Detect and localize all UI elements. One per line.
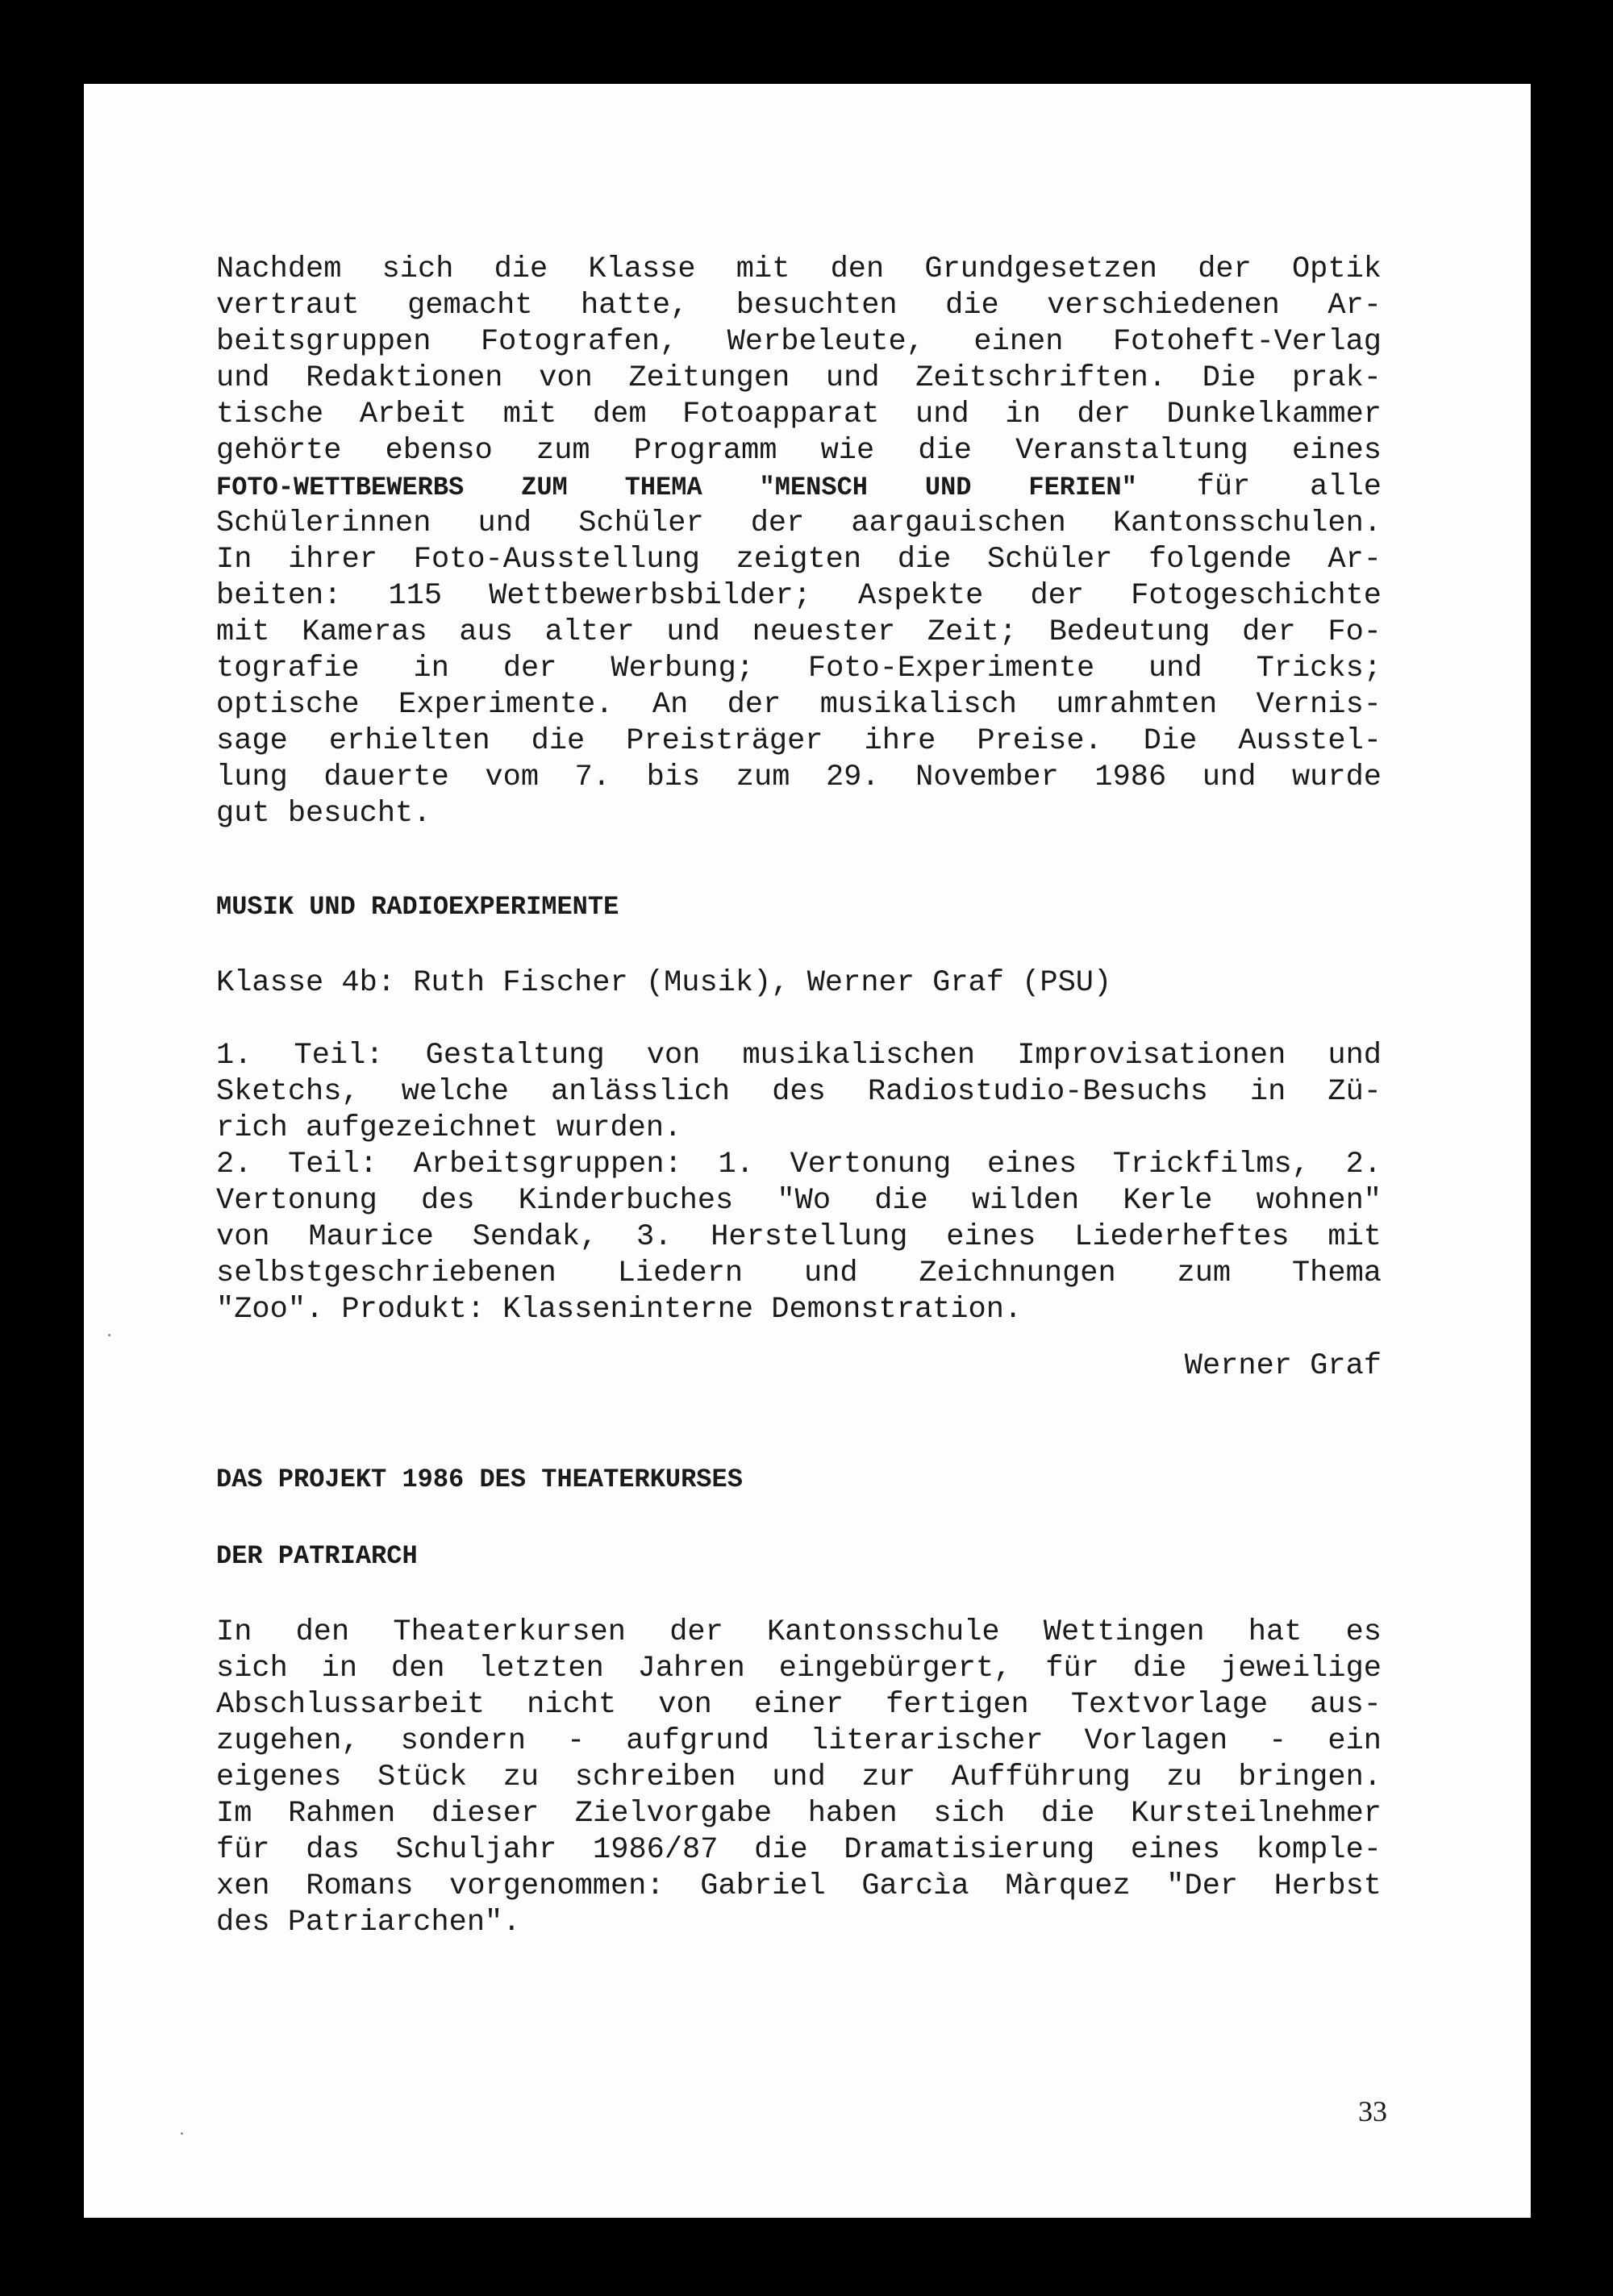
text-line: beitsgruppen Fotografen, Werbeleute, einen Fotoheft-Verlag [216, 325, 1382, 359]
heading-patriarch: DER PATRIARCH [216, 1541, 418, 1571]
paragraph-musik [216, 1038, 1382, 1328]
paragraph-theater [216, 1615, 1382, 1941]
klasse-line: Klasse 4b: Ruth Fischer (Musik), Werner Graf (PSU) [216, 966, 1112, 1000]
text-line: gehörte ebenso zum Programm wie die Veranstaltung eines [216, 434, 1382, 468]
text-line: optische Experimente. An der musikalisch umrahmten Vernis- [216, 688, 1382, 722]
text-line-bold-phrase [216, 469, 1382, 506]
text-line: In ihrer Foto-Ausstellung zeigten die Schüler folgende Ar- [216, 543, 1382, 577]
text-line: sich in den letzten Jahren eingebürgert, für die jeweilige [216, 1652, 1382, 1686]
paragraph-foto [216, 252, 1382, 832]
text-line: tografie in der Werbung; Foto-Experimente und Tricks; [216, 652, 1382, 685]
text-line: "Zoo". Produkt: Klasseninterne Demonstration. [216, 1293, 1023, 1327]
text-line: mit Kameras aus alter und neuester Zeit; Bedeutung der Fo- [216, 615, 1382, 649]
text-line: lung dauerte vom 7. bis zum 29. November 1986 und wurde [216, 760, 1382, 794]
text-line: zugehen, sondern - aufgrund literarischer Vorlagen - ein [216, 1724, 1382, 1758]
text-line: Abschlussarbeit nicht von einer fertigen Textvorlage aus- [216, 1688, 1382, 1722]
text-line: In den Theaterkursen der Kantonsschule Wettingen hat es [216, 1615, 1382, 1649]
document-page [84, 84, 1531, 2218]
text-line: Schülerinnen und Schüler der aargauischen Kantonsschulen. [216, 506, 1382, 540]
text-line: Vertonung des Kinderbuches "Wo die wilden Kerle wohnen" [216, 1184, 1382, 1218]
text-line: Im Rahmen dieser Zielvorgabe haben sich die Kursteilnehmer [216, 1797, 1382, 1831]
heading-musik: MUSIK UND RADIOEXPERIMENTE [216, 892, 619, 922]
scan-speck [181, 2132, 183, 2135]
bold-phrase: FOTO-WETTBEWERBS ZUM THEMA "MENSCH UND FERIEN" [216, 473, 1137, 502]
text-line: für das Schuljahr 1986/87 die Dramatisierung eines komple- [216, 1833, 1382, 1867]
bold-phrase-rest: für alle [1136, 470, 1382, 504]
text-line: eigenes Stück zu schreiben und zur Aufführung zu bringen. [216, 1761, 1382, 1794]
text-line: rich aufgezeichnet wurden. [216, 1111, 682, 1145]
text-line: und Redaktionen von Zeitungen und Zeitschriften. Die prak- [216, 361, 1382, 395]
page-number: 33 [1358, 2095, 1387, 2127]
heading-projekt: DAS PROJEKT 1986 DES THEATERKURSES [216, 1465, 743, 1494]
scan-speck [108, 1334, 110, 1336]
page-content [216, 252, 1382, 1941]
signature: Werner Graf [1184, 1349, 1382, 1383]
text-line: tische Arbeit mit dem Fotoapparat und in der Dunkelkammer [216, 398, 1382, 431]
text-line: gut besucht. [216, 797, 431, 831]
text-line: des Patriarchen". [216, 1906, 521, 1940]
text-line: beiten: 115 Wettbewerbsbilder; Aspekte der Fotogeschichte [216, 579, 1382, 613]
text-line: sage erhielten die Preisträger ihre Preise. Die Ausstel- [216, 724, 1382, 758]
text-line: 1. Teil: Gestaltung von musikalischen Improvisationen und [216, 1039, 1382, 1073]
text-line: selbstgeschriebenen Liedern und Zeichnungen zum Thema [216, 1256, 1382, 1290]
text-line: von Maurice Sendak, 3. Herstellung eines Liederheftes mit [216, 1220, 1382, 1254]
text-line: vertraut gemacht hatte, besuchten die verschiedenen Ar- [216, 289, 1382, 323]
text-line: 2. Teil: Arbeitsgruppen: 1. Vertonung eines Trickfilms, 2. [216, 1148, 1382, 1181]
text-line: Sketchs, welche anlässlich des Radiostudio-Besuchs in Zü- [216, 1075, 1382, 1109]
text-line: Nachdem sich die Klasse mit den Grundgesetzen der Optik [216, 252, 1382, 286]
text-line: xen Romans vorgenommen: Gabriel Garcìa Màrquez "Der Herbst [216, 1869, 1382, 1903]
